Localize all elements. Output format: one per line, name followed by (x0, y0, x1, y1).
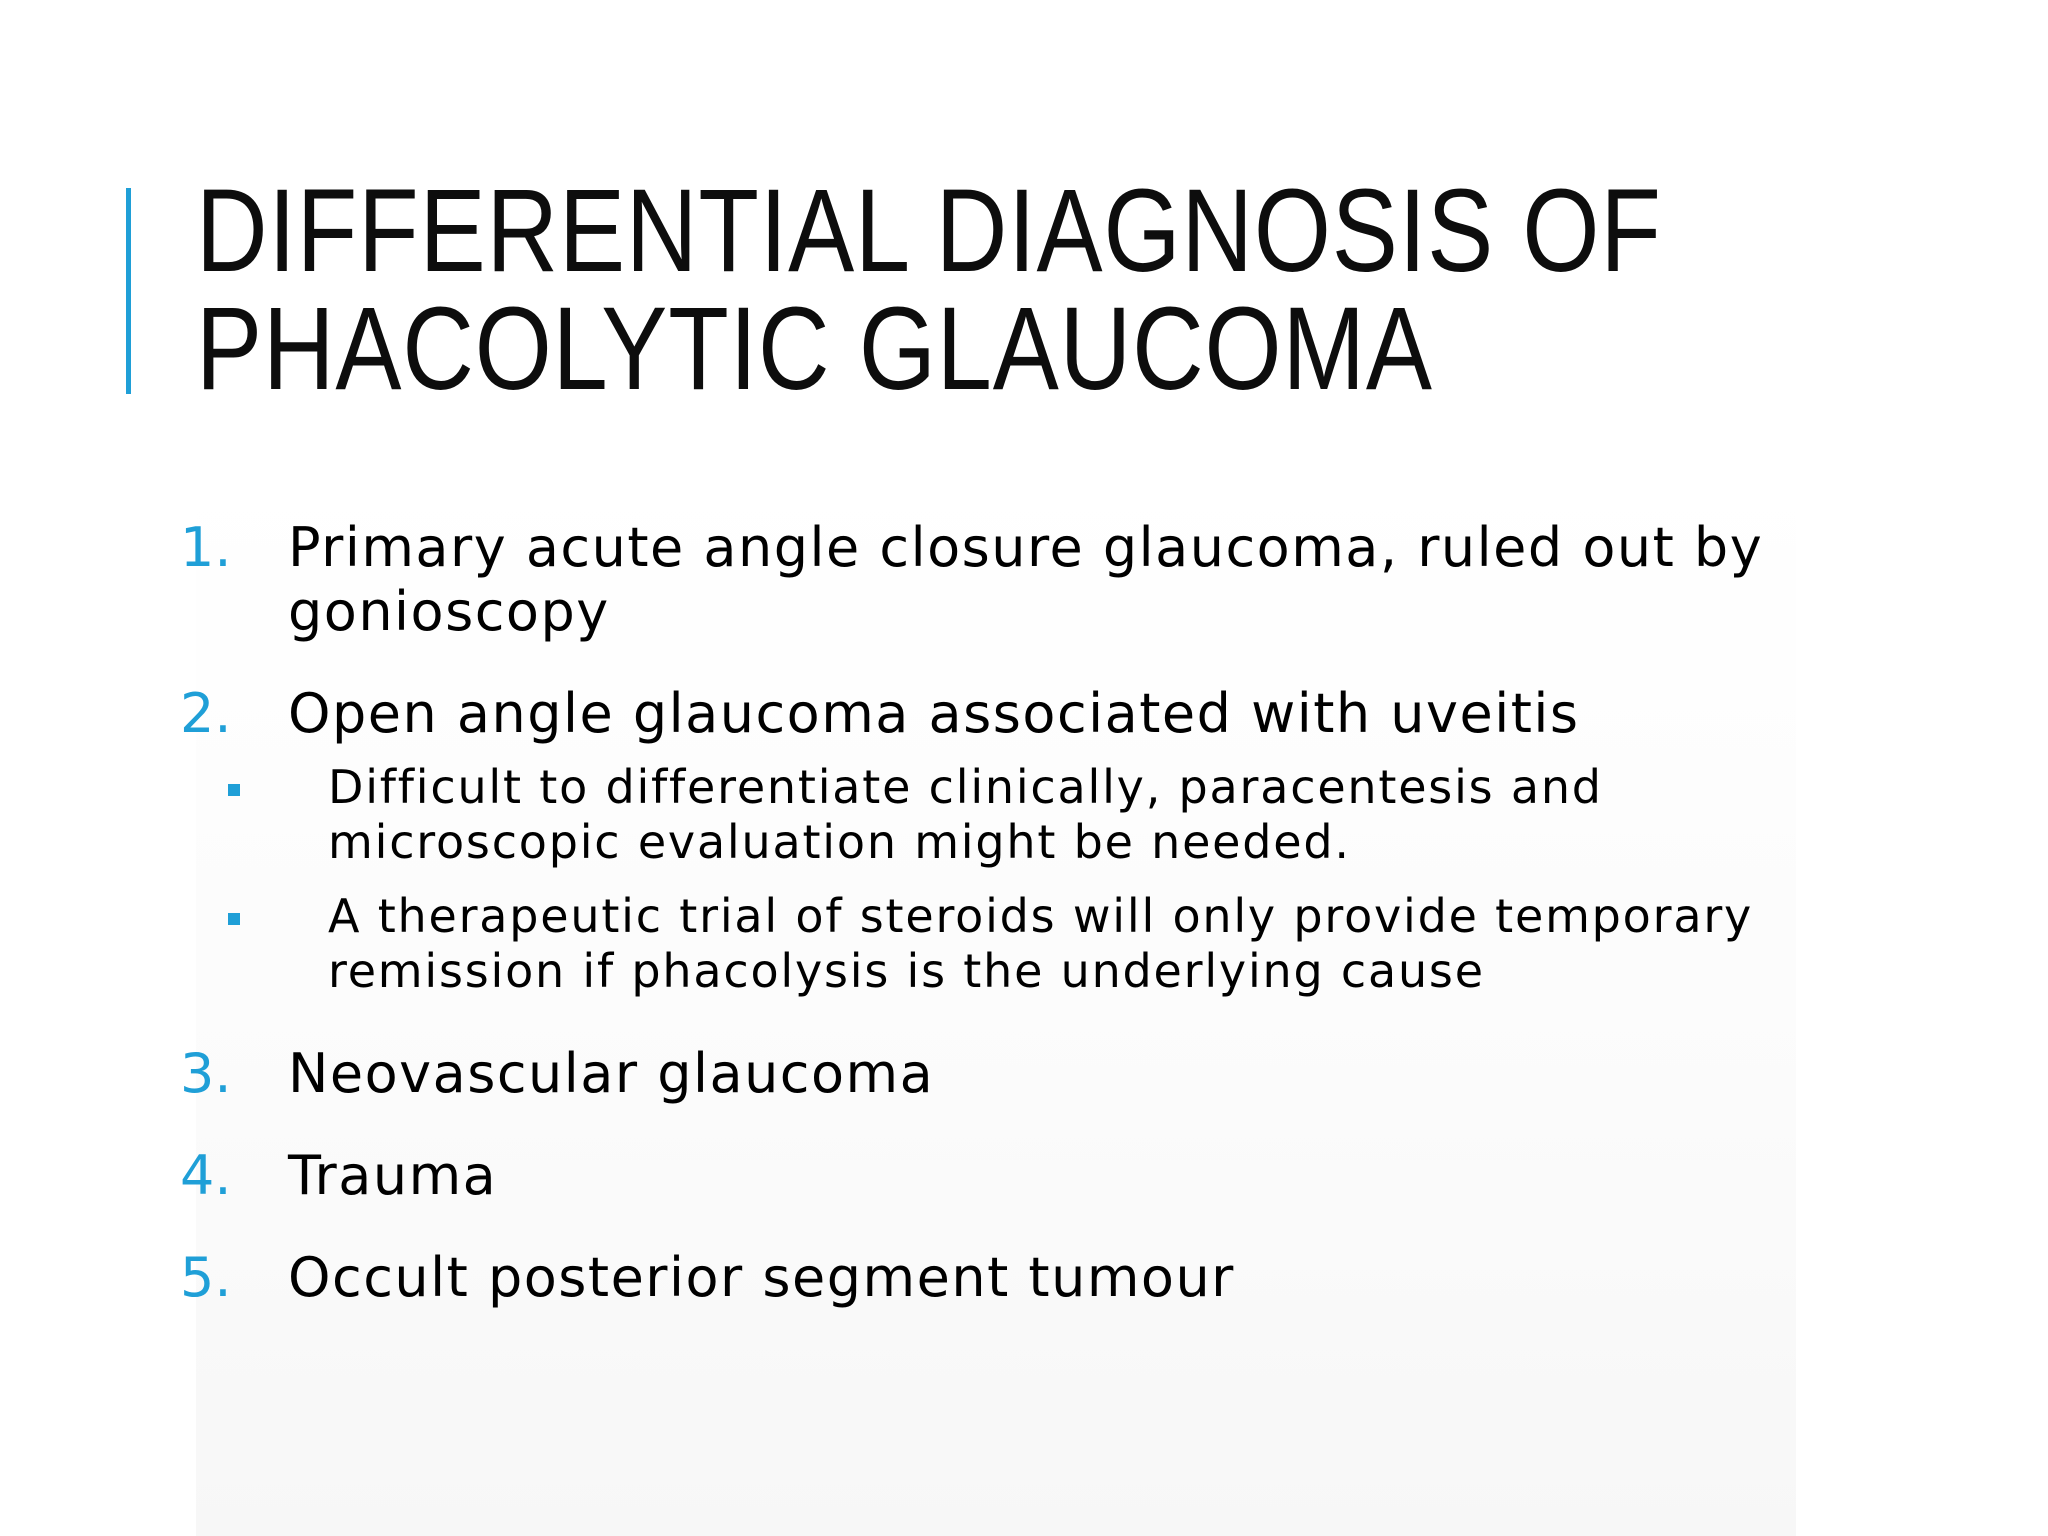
square-bullet-icon (228, 913, 240, 925)
list-item-text: Neovascular glaucoma (288, 1042, 935, 1105)
list-number: 5. (180, 1246, 232, 1309)
sub-bullet-text: A therapeutic trial of steroids will only provide temporary remission if phacolysis is the underlying cause (328, 889, 1754, 998)
slide-title-line-2: PHACOLYTIC GLAUCOMA (196, 283, 1433, 415)
list-number: 1. (180, 516, 232, 579)
list-item-text: Trauma (288, 1144, 498, 1207)
list-number: 3. (180, 1042, 232, 1105)
slide-title (196, 165, 1666, 415)
list-item-text: Open angle glaucoma associated with uveitis (288, 682, 1580, 745)
slide-title-line-1: DIFFERENTIAL DIAGNOSIS OF (196, 165, 1662, 297)
list-item-text: Occult posterior segment tumour (288, 1246, 1235, 1309)
sub-bullet-text: Difficult to differentiate clinically, paracentesis and microscopic evaluation might be needed. (328, 760, 1603, 869)
list-number: 2. (180, 682, 232, 745)
title-accent-bar (126, 188, 131, 394)
list-item-text: Primary acute angle closure glaucoma, ruled out by gonioscopy (288, 516, 1764, 643)
list-number: 4. (180, 1144, 232, 1207)
square-bullet-icon (228, 784, 240, 796)
